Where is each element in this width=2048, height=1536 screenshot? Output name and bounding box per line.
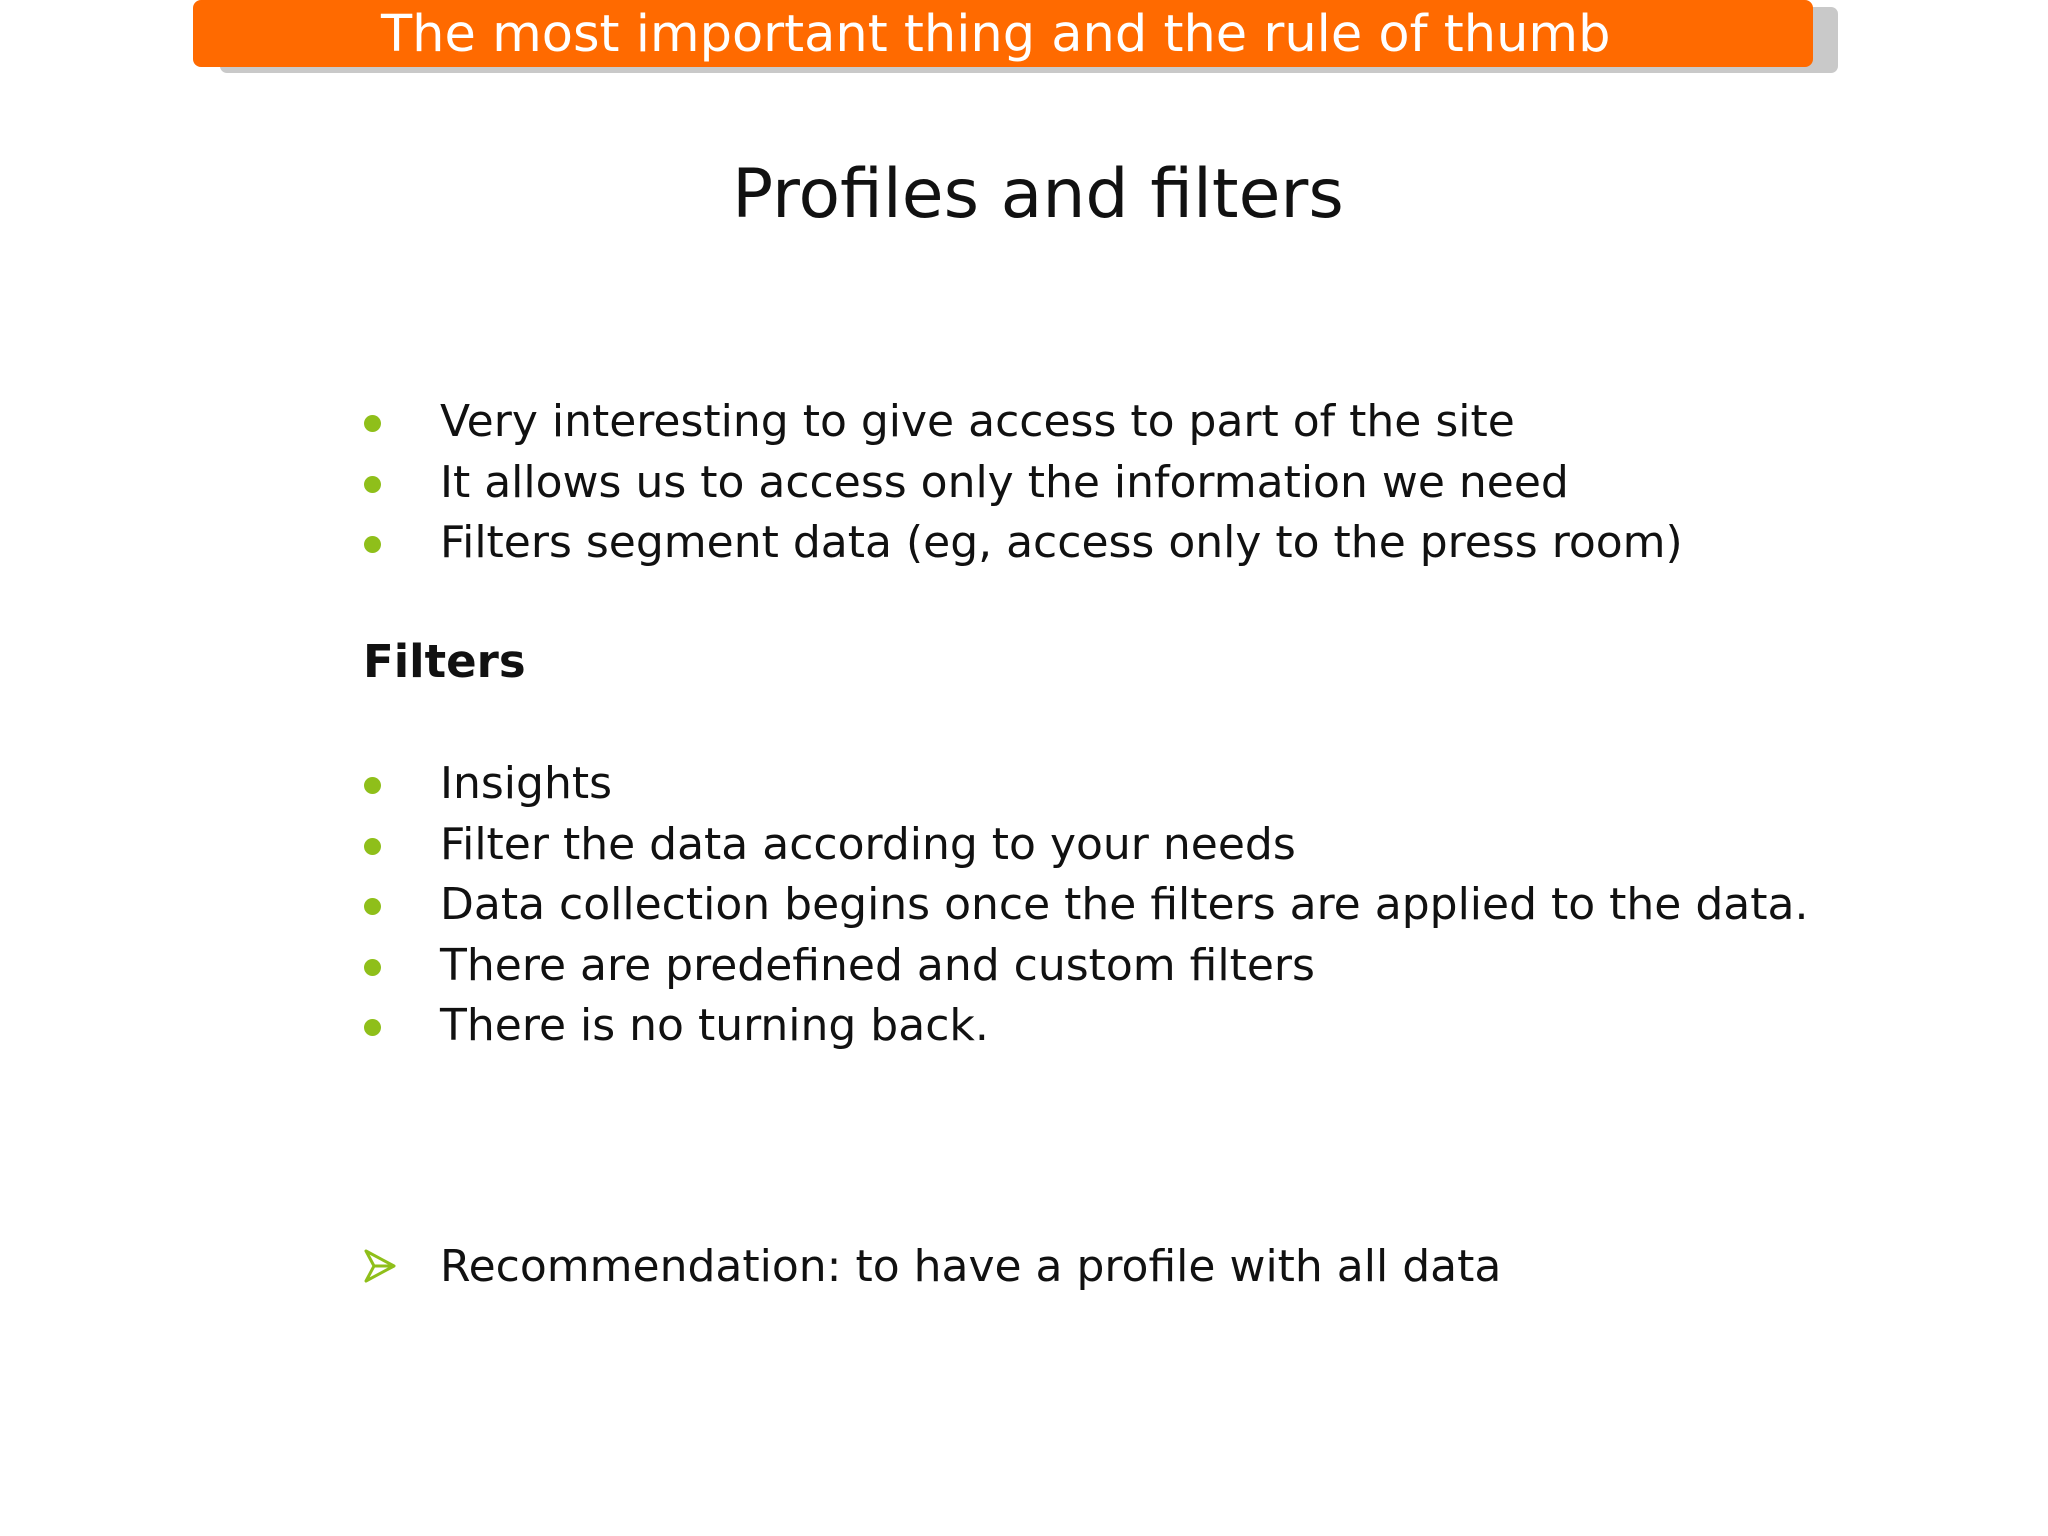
list-item-text: Data collection begins once the filters are applied to the data. <box>440 879 1809 930</box>
header-banner: The most important thing and the rule of thumb <box>193 0 1813 67</box>
list-item-text: There is no turning back. <box>440 1000 989 1051</box>
arrow-right-icon <box>364 1249 396 1283</box>
bullet-dot-icon <box>364 959 381 976</box>
bullet-dot-icon <box>364 536 381 553</box>
list-item-text: It allows us to access only the information we need <box>440 456 1569 508</box>
bullet-dot-icon <box>364 415 381 432</box>
recommendation-line <box>0 1237 2048 1297</box>
bullet-dot-icon <box>364 838 381 855</box>
list-item-text: Filters segment data (eg, access only to the press room) <box>440 517 1683 568</box>
list-item-text: There are predefined and custom filters <box>440 939 1315 991</box>
bullet-dot-icon <box>364 476 381 493</box>
list-item-text: Filter the data according to your needs <box>440 818 1296 870</box>
list-item-text: Insights <box>440 758 613 809</box>
list-item-text: Very interesting to give access to part of the site <box>440 396 1515 447</box>
recommendation-text: Recommendation: to have a profile with all data <box>440 1241 1502 1292</box>
bullet-dot-icon <box>364 898 381 915</box>
bullet-dot-icon <box>364 777 381 794</box>
filters-heading: Filters <box>363 635 526 688</box>
page-title: Profiles and filters <box>732 155 1344 234</box>
bullet-dot-icon <box>364 1019 381 1036</box>
